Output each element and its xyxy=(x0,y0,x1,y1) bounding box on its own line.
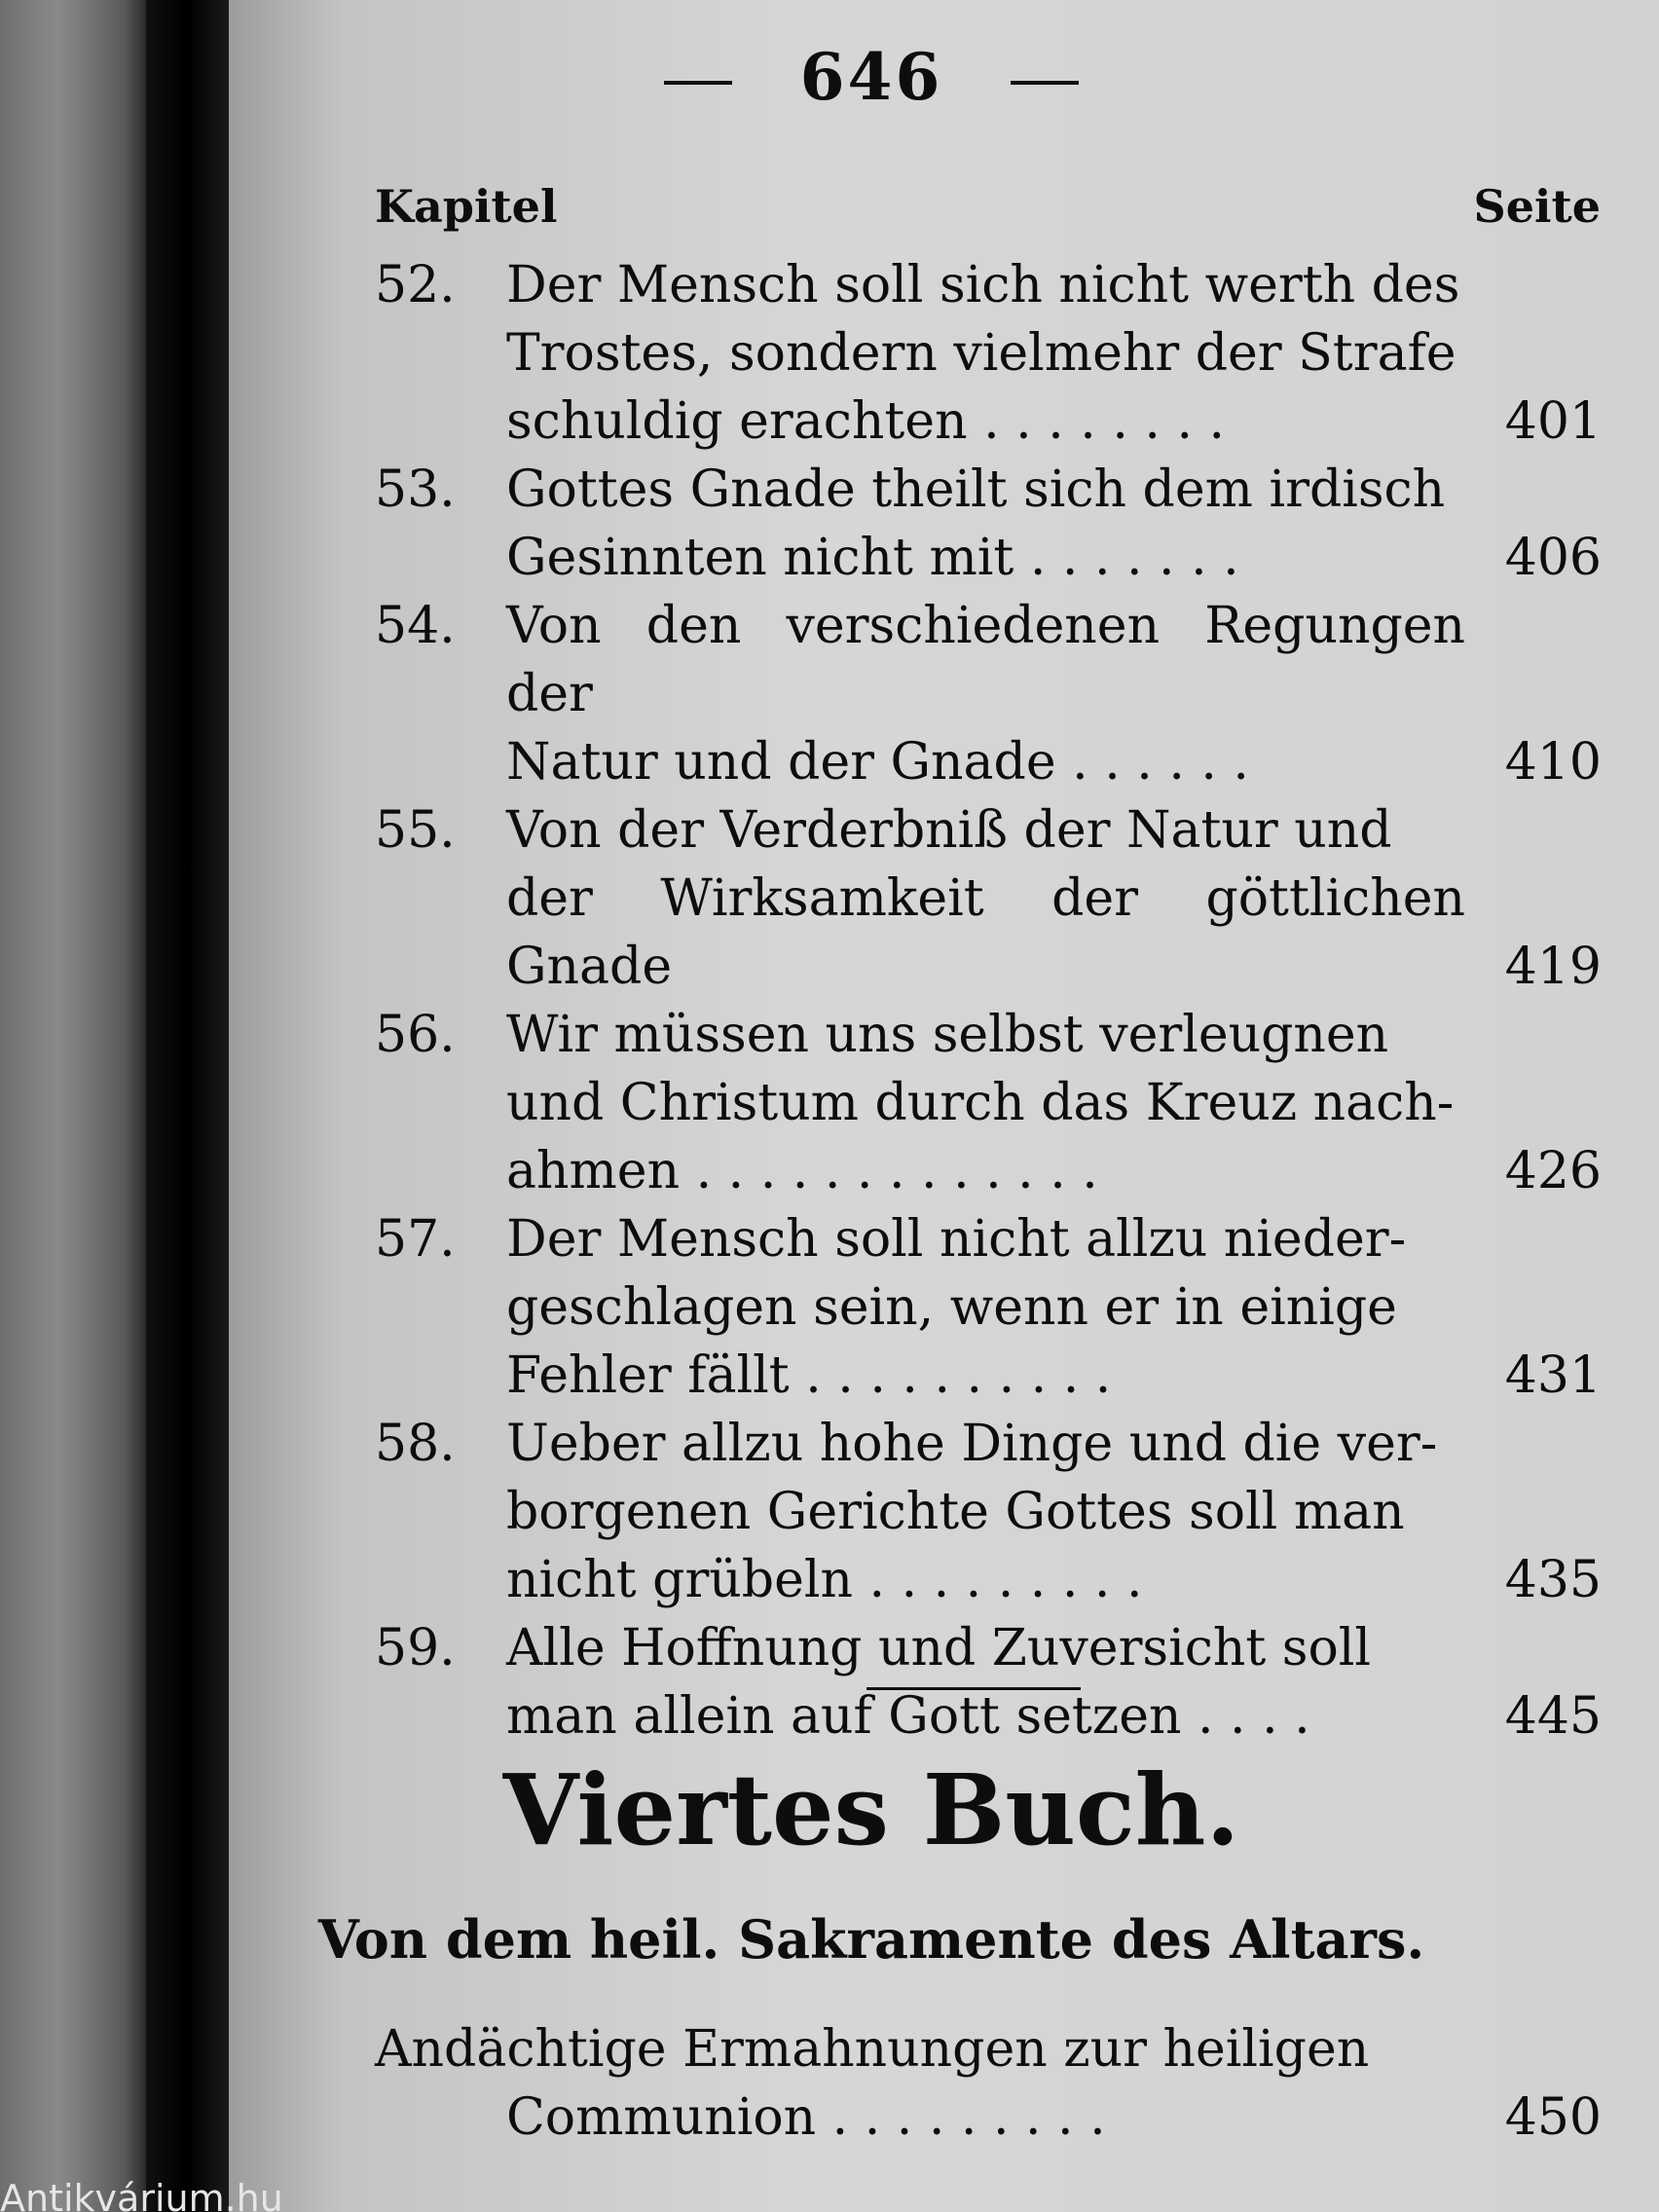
toc-entry-number: 56. xyxy=(375,1006,456,1064)
header-dash-right xyxy=(1011,81,1079,85)
toc-entry xyxy=(375,1410,1602,1614)
toc-entry-line: Natur und der Gnade . . . . . . xyxy=(506,733,1249,792)
toc-entry-line: man allein auf Gott setzen . . . . xyxy=(506,1687,1310,1746)
toc-entry-line: Andächtige Ermahnungen zur heiligen xyxy=(375,2020,1370,2079)
toc-entry-final xyxy=(375,2015,1602,2152)
toc-entry-title xyxy=(506,1001,1465,1205)
toc-entry-line: schuldig erachten . . . . . . . . xyxy=(506,392,1226,451)
toc-entry-line: Fehler fällt . . . . . . . . . . xyxy=(506,1346,1112,1405)
toc-entry-line: nicht grübeln . . . . . . . . . xyxy=(506,1551,1143,1609)
toc-entry-line: borgenen Gerichte Gottes soll man xyxy=(506,1483,1405,1541)
toc-entry xyxy=(375,1205,1602,1410)
toc-entry-number: 54. xyxy=(375,597,456,655)
book-subtitle: Von dem heil. Sakramente des Altars. xyxy=(317,1908,1425,1971)
toc-entry-page: 450 xyxy=(1504,2088,1602,2147)
toc-entry-page: 426 xyxy=(1504,1142,1602,1200)
toc-entry xyxy=(375,1614,1602,1751)
toc-entry-title xyxy=(375,2015,1465,2152)
watermark: Antikvárium.hu xyxy=(0,2177,283,2212)
toc-entry-line: und Christum durch das Kreuz nach- xyxy=(506,1074,1455,1132)
toc-entry-page: 401 xyxy=(1504,392,1602,451)
toc-entry-title xyxy=(506,1614,1465,1751)
column-head-page: Seite xyxy=(1473,180,1601,233)
toc-entry-line: Gesinnten nicht mit . . . . . . . xyxy=(506,529,1239,587)
toc-entry-number: 55. xyxy=(375,801,456,860)
toc-entry-line: Communion . . . . . . . . . xyxy=(506,2088,1106,2147)
book-title: Viertes Buch. xyxy=(502,1752,1240,1867)
toc-entry-line: Alle Hoffnung und Zuversicht soll xyxy=(506,1619,1372,1677)
toc-entry-page: 406 xyxy=(1504,529,1602,587)
toc-entry-line: Von den verschiedenen Regungen der xyxy=(506,597,1465,723)
toc-entry-line: ahmen . . . . . . . . . . . . . xyxy=(506,1142,1098,1200)
toc-entry xyxy=(375,592,1602,796)
toc-entry xyxy=(375,1001,1602,1205)
toc-entry-line: Der Mensch soll sich nicht werth des xyxy=(506,256,1460,314)
toc-entries xyxy=(375,251,1602,1751)
toc-entry-title xyxy=(506,1205,1465,1410)
toc-entry-line: geschlagen sein, wenn er in einige xyxy=(506,1278,1397,1337)
toc-entry-page: 410 xyxy=(1504,733,1602,792)
toc-entry-title xyxy=(506,251,1465,456)
toc-entry-line: Wir müssen uns selbst verleugnen xyxy=(506,1006,1389,1064)
toc-entry-page: 445 xyxy=(1504,1687,1602,1746)
page-number: 646 xyxy=(799,39,943,115)
toc-entry-line: Ueber allzu hohe Dinge und die ver- xyxy=(506,1415,1438,1473)
toc-entry-page: 419 xyxy=(1504,938,1602,996)
toc-entry-line: Von der Verderbniß der Natur und xyxy=(506,801,1392,860)
book-page xyxy=(229,0,1659,2212)
toc-entry-number: 57. xyxy=(375,1210,456,1269)
toc-entry-title xyxy=(506,1410,1465,1614)
toc-entry xyxy=(375,456,1602,592)
toc-entry-title xyxy=(506,592,1465,796)
toc-entry-line: Trostes, sondern vielmehr der Strafe xyxy=(506,324,1456,383)
column-head-chapter: Kapitel xyxy=(375,180,558,233)
toc-entry-line: der Wirksamkeit der göttlichen Gnade xyxy=(506,869,1465,996)
toc-entry-page: 435 xyxy=(1504,1551,1602,1609)
header-dash-left xyxy=(664,81,732,85)
toc-entry-title xyxy=(506,796,1465,1001)
page-header xyxy=(229,39,1514,115)
toc-entry-number: 58. xyxy=(375,1415,456,1473)
toc-entry xyxy=(375,796,1602,1001)
toc-entry-page: 431 xyxy=(1504,1346,1602,1405)
toc-entry-line: Der Mensch soll nicht allzu nieder- xyxy=(506,1210,1407,1269)
section-rule xyxy=(866,1687,1081,1690)
adjacent-page-edge xyxy=(0,0,146,2212)
toc-entry-title xyxy=(506,456,1465,592)
book-gutter xyxy=(146,0,229,2212)
toc-entry-number: 52. xyxy=(375,256,456,314)
toc-entry-number: 59. xyxy=(375,1619,456,1677)
toc-entry xyxy=(375,251,1602,456)
toc-entry-line: Gottes Gnade theilt sich dem irdisch xyxy=(506,461,1446,519)
toc-entry-number: 53. xyxy=(375,461,456,519)
